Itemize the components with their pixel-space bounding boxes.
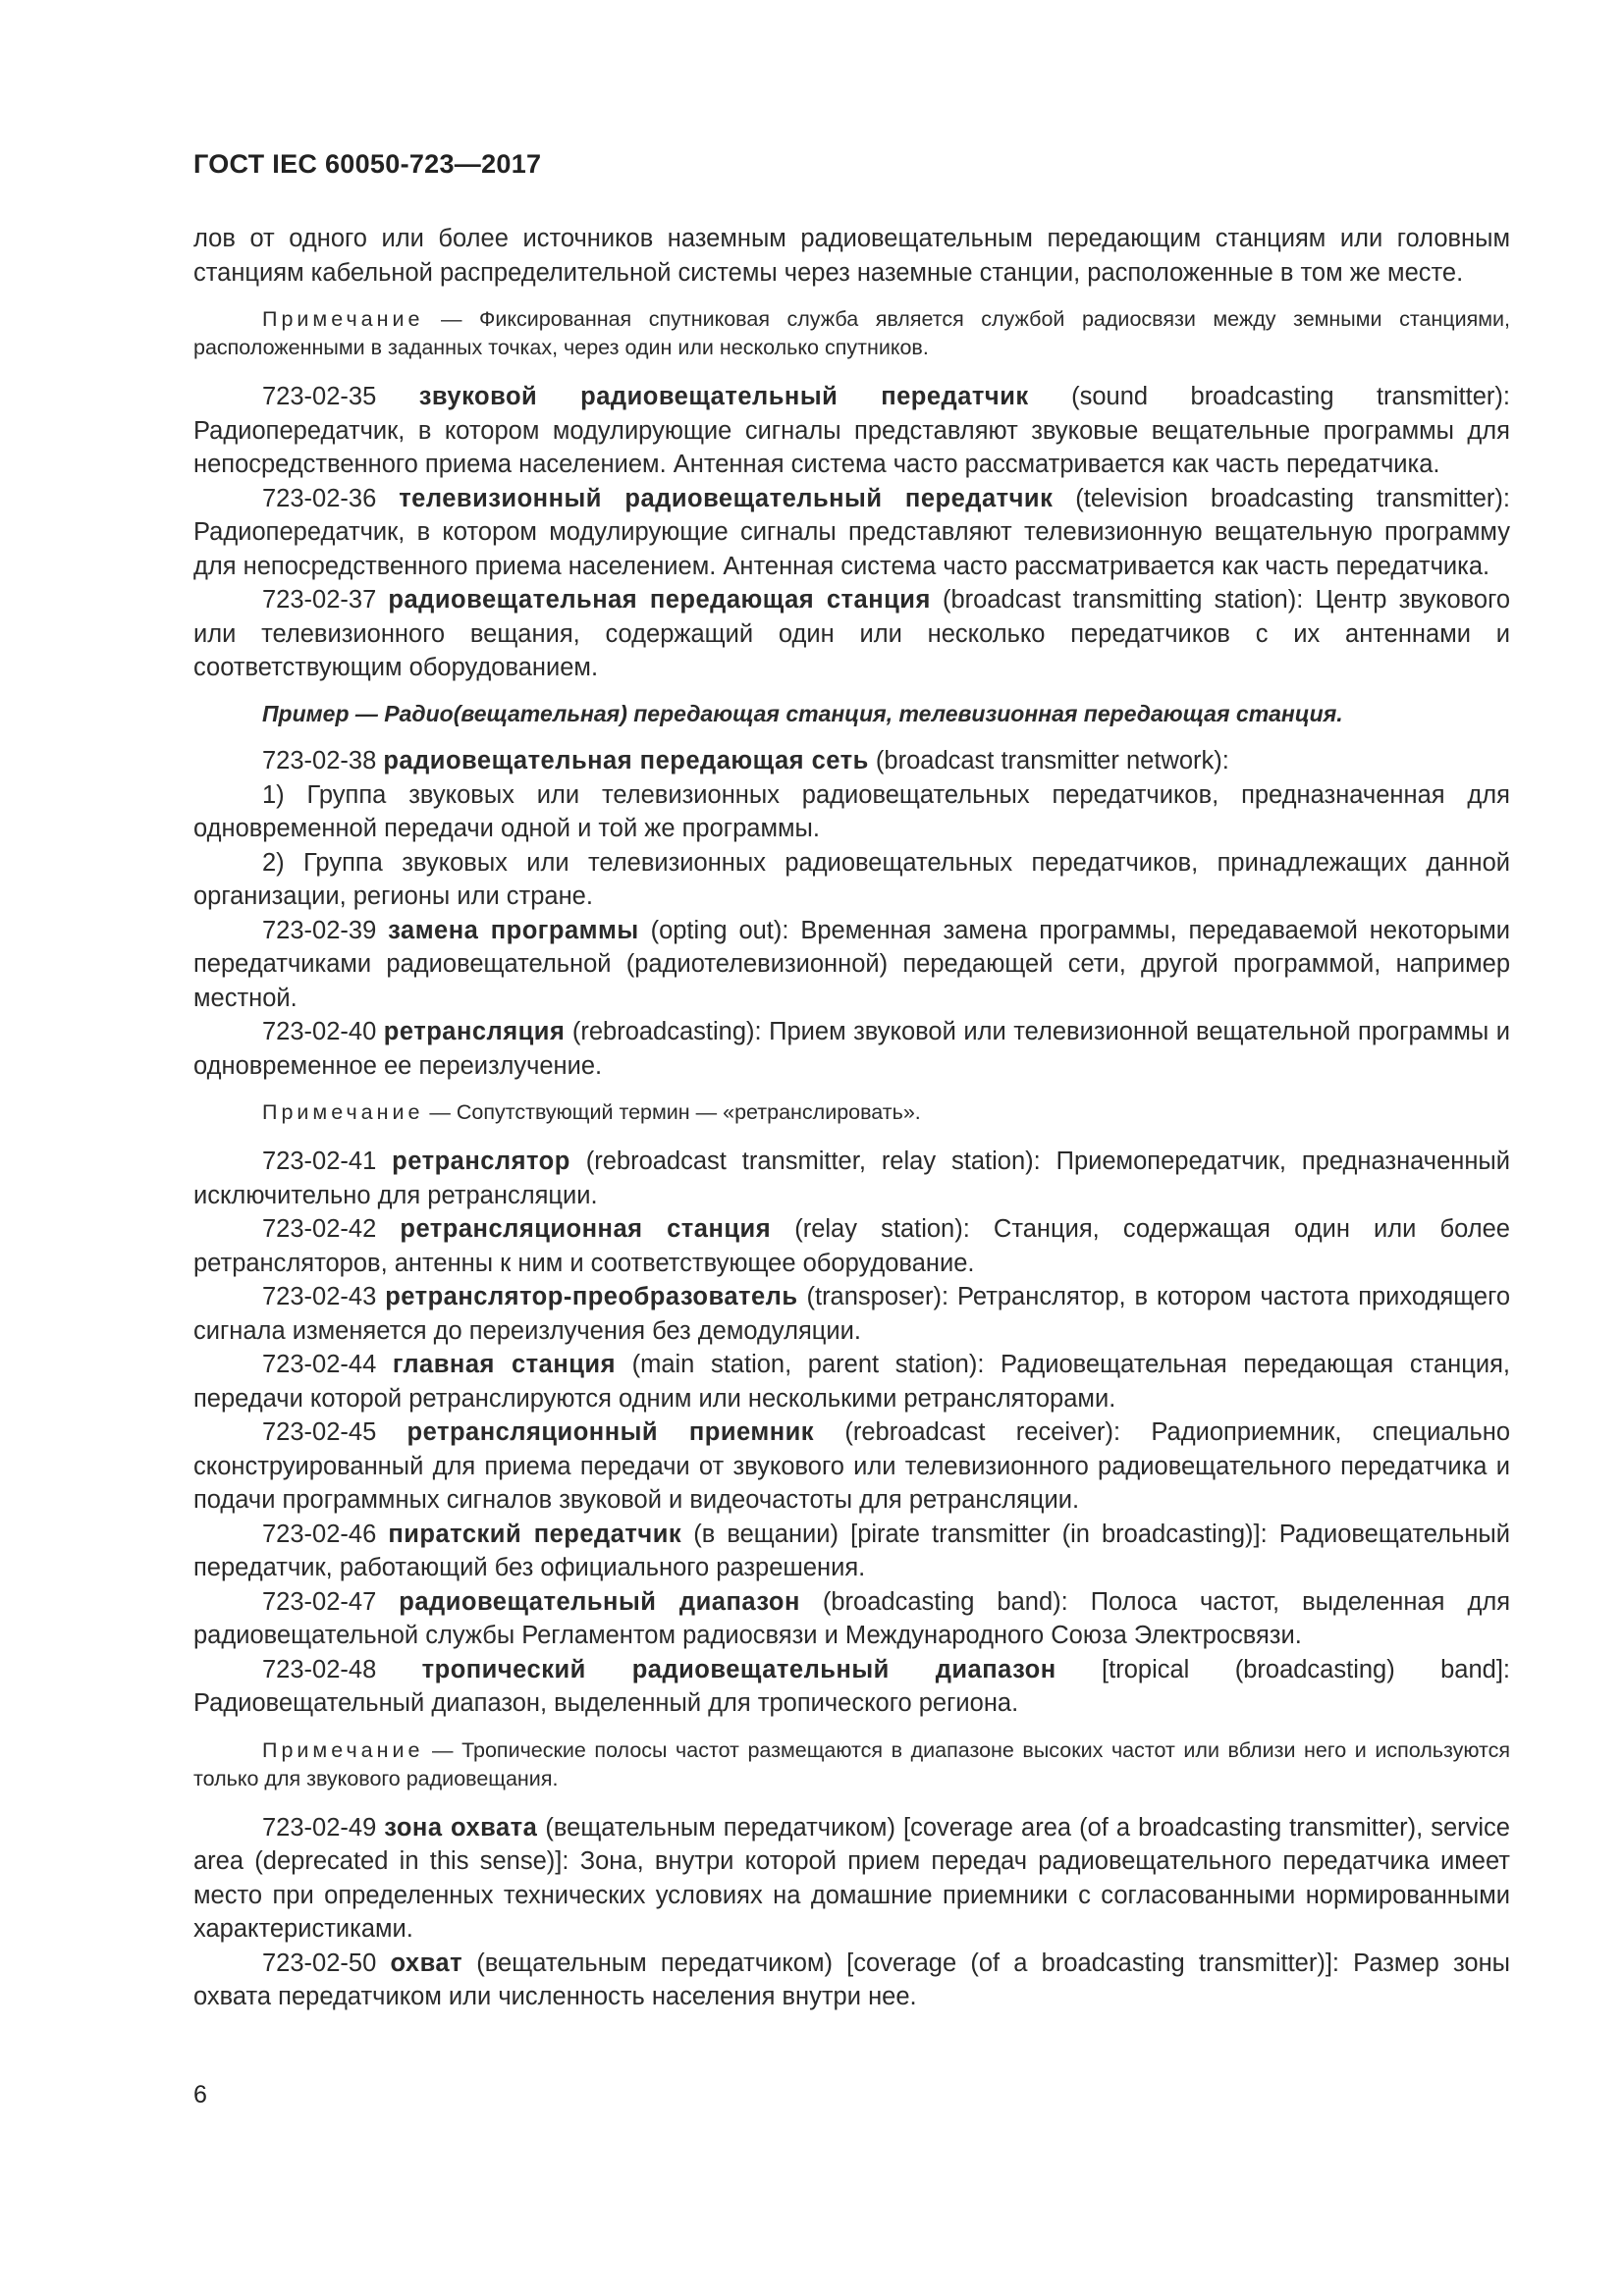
- term-number: 723-02-46: [262, 1520, 389, 1548]
- note-text: — Сопутствующий термин — «ретранслировать».: [423, 1100, 921, 1124]
- term-name: ретрансляционный приемник: [406, 1418, 815, 1446]
- term-entry-723-02-38: [193, 744, 1510, 778]
- term-entry-723-02-43: [193, 1280, 1510, 1348]
- paragraph-continuation: лов от одного или более источников наземным радиовещательным передающим станциям или головным станциям кабельной распределительной системы через наземные станции, расположенные в том же месте.: [193, 225, 1510, 287]
- note-text: — Тропические полосы частот размещаются в диапазоне высоких частот или вблизи него и используются только для звукового радиовещания.: [193, 1737, 1510, 1790]
- term-name: радиовещательная передающая станция: [388, 586, 931, 614]
- term-definition: (sound broadcasting transmitter): Радиопередатчик, в котором модулирующие сигналы представляют звуковые вещательные программы для непосредственного приема населением. Антенная система часто рассматривается как часть передатчика.: [193, 383, 1510, 478]
- term-name: замена программы: [388, 916, 639, 944]
- term-definition: (в вещании) [pirate transmitter (in broadcasting)]: Радиовещательный передатчик, работающий без официального разрешения.: [193, 1520, 1510, 1581]
- term-definition: (broadcast transmitting station): Центр звукового или телевизионного вещания, содержащий один или несколько передатчиков с их антеннами и соответствующим оборудованием.: [193, 586, 1511, 681]
- term-definition: (broadcast transmitter network):: [868, 747, 1229, 774]
- term-definition: [tropical (broadcasting) band]: Радиовещательный диапазон, выделенный для тропического региона.: [193, 1655, 1510, 1717]
- term-number: 723-02-42: [262, 1215, 401, 1243]
- example: Пример — Радио(вещательная) передающая станция, телевизионная передающая станция.: [262, 700, 1343, 726]
- term-definition: (rebroadcast receiver): Радиоприемник, специально сконструированный для приема передачи от звукового или телевизионного радиовещательного передатчика и подачи программных сигналов звуковой и видеочастоты для ретрансляции.: [193, 1418, 1510, 1514]
- term-name: ретрансляционная станция: [400, 1215, 772, 1243]
- term-number: 723-02-39: [262, 916, 389, 944]
- note-label: Примечание: [262, 1737, 424, 1762]
- note: [193, 1098, 1510, 1127]
- term-name: охват: [390, 1949, 463, 1977]
- term-definition: (television broadcasting transmitter): Радиопередатчик, в котором модулирующие сигналы представляют телевизионную вещательную программу для непосредственного приема населением. Антенная система часто рассматривается как часть передатчика.: [193, 484, 1510, 580]
- term-entry-723-02-40: [193, 1015, 1510, 1083]
- term-entry-723-02-37: [193, 583, 1510, 685]
- term-number: 723-02-40: [262, 1018, 384, 1045]
- term-name: зона охвата: [384, 1813, 538, 1842]
- list-item-1: 1) Группа звуковых или телевизионных радиовещательных передатчиков, предназначенная для одновременной передачи одной и той же программы.: [193, 780, 1510, 842]
- term-name: пиратский передатчик: [388, 1520, 682, 1548]
- term-definition: (transposer): Ретранслятор, в котором частота приходящего сигнала изменяется до переизлучения без демодуляции.: [193, 1283, 1510, 1345]
- term-number: 723-02-37: [262, 586, 389, 614]
- document-body: [193, 222, 1510, 2014]
- term-definition: (rebroadcast transmitter, relay station): Приемопередатчик, предназначенный исключительно для ретрансляции.: [193, 1148, 1510, 1209]
- term-entry-723-02-39: [193, 914, 1510, 1016]
- term-entry-723-02-46: [193, 1518, 1510, 1585]
- term-number: 723-02-44: [262, 1351, 393, 1378]
- note: [193, 1736, 1510, 1793]
- term-entry-723-02-35: [193, 380, 1510, 482]
- term-definition: (relay station): Станция, содержащая один или более ретрансляторов, антенны к ним и соответствующее оборудование.: [193, 1215, 1510, 1277]
- term-name: ретранслятор: [392, 1148, 570, 1175]
- term-name: ретрансляция: [383, 1018, 566, 1045]
- list-item-2: 2) Группа звуковых или телевизионных радиовещательных передатчиков, принадлежащих данной организации, регионы или стране.: [193, 848, 1510, 910]
- term-definition: (вещательным передатчиком) [coverage area (of a broadcasting transmitter), service area (deprecated in this sense)]: Зона, внутри которой прием передач радиовещательного передатчика имеет место при определенных технических условиях на домашние приемники с согласованными нормированными характеристиками.: [193, 1813, 1510, 1943]
- term-name: звуковой радиовещательный передатчик: [418, 383, 1029, 410]
- term-entry-723-02-41: [193, 1145, 1510, 1212]
- term-name: радиовещательная передающая сеть: [383, 747, 869, 774]
- term-definition: (broadcasting band): Полоса частот, выделенная для радиовещательной службы Регламентом радиосвязи и Международного Союза Электросвязи.: [193, 1587, 1511, 1649]
- term-entry-723-02-44: [193, 1348, 1510, 1415]
- term-entry-723-02-49: [193, 1811, 1510, 1947]
- term-number: 723-02-49: [262, 1813, 385, 1842]
- term-number: 723-02-47: [262, 1587, 400, 1616]
- term-entry-723-02-47: [193, 1585, 1510, 1653]
- term-entry-723-02-36: [193, 482, 1510, 584]
- term-number: 723-02-50: [262, 1949, 391, 1977]
- document-header: ГОСТ IEC 60050-723—2017: [193, 149, 542, 179]
- term-entry-723-02-50: [193, 1947, 1510, 2014]
- term-number: 723-02-48: [262, 1655, 422, 1683]
- term-name: телевизионный радиовещательный передатчик: [399, 484, 1054, 512]
- term-number: 723-02-38: [262, 747, 384, 774]
- note-label: Примечание: [262, 307, 424, 331]
- term-name: радиовещательный диапазон: [399, 1587, 800, 1616]
- term-definition: (main station, parent station): Радиовещательная передающая станция, передачи которой ретранслируются одним или несколькими ретрансляторами.: [193, 1351, 1511, 1413]
- term-entry-723-02-48: [193, 1653, 1510, 1721]
- note-label: Примечание: [262, 1100, 424, 1124]
- term-name: ретранслятор-преобразователь: [385, 1283, 798, 1310]
- page-number: 6: [193, 2081, 207, 2109]
- note-text: — Фиксированная спутниковая служба является службой радиосвязи между земными станциями, расположенными в заданных точках, через один или несколько спутников.: [193, 307, 1510, 359]
- term-entry-723-02-42: [193, 1212, 1510, 1280]
- term-name: главная станция: [392, 1351, 616, 1378]
- note: [193, 305, 1510, 362]
- term-definition: (opting out): Временная замена программы, передаваемой некоторыми передатчиками радиовещательной (радиотелевизионной) передающей сети, другой программой, например местной.: [193, 916, 1510, 1012]
- term-number: 723-02-41: [262, 1148, 393, 1175]
- term-number: 723-02-43: [262, 1283, 386, 1310]
- term-definition: (rebroadcasting): Прием звуковой или телевизионной вещательной программы и одновременное ее переизлучение.: [193, 1018, 1511, 1080]
- term-number: 723-02-36: [262, 484, 400, 512]
- term-number: 723-02-45: [262, 1418, 407, 1446]
- term-definition: (вещательным передатчиком) [coverage (of a broadcasting transmitter)]: Размер зоны охвата передатчиком или численность населения внутри нее.: [193, 1949, 1511, 2010]
- term-name: тропический радиовещательный диапазон: [421, 1655, 1056, 1683]
- term-number: 723-02-35: [262, 383, 419, 410]
- term-entry-723-02-45: [193, 1415, 1510, 1518]
